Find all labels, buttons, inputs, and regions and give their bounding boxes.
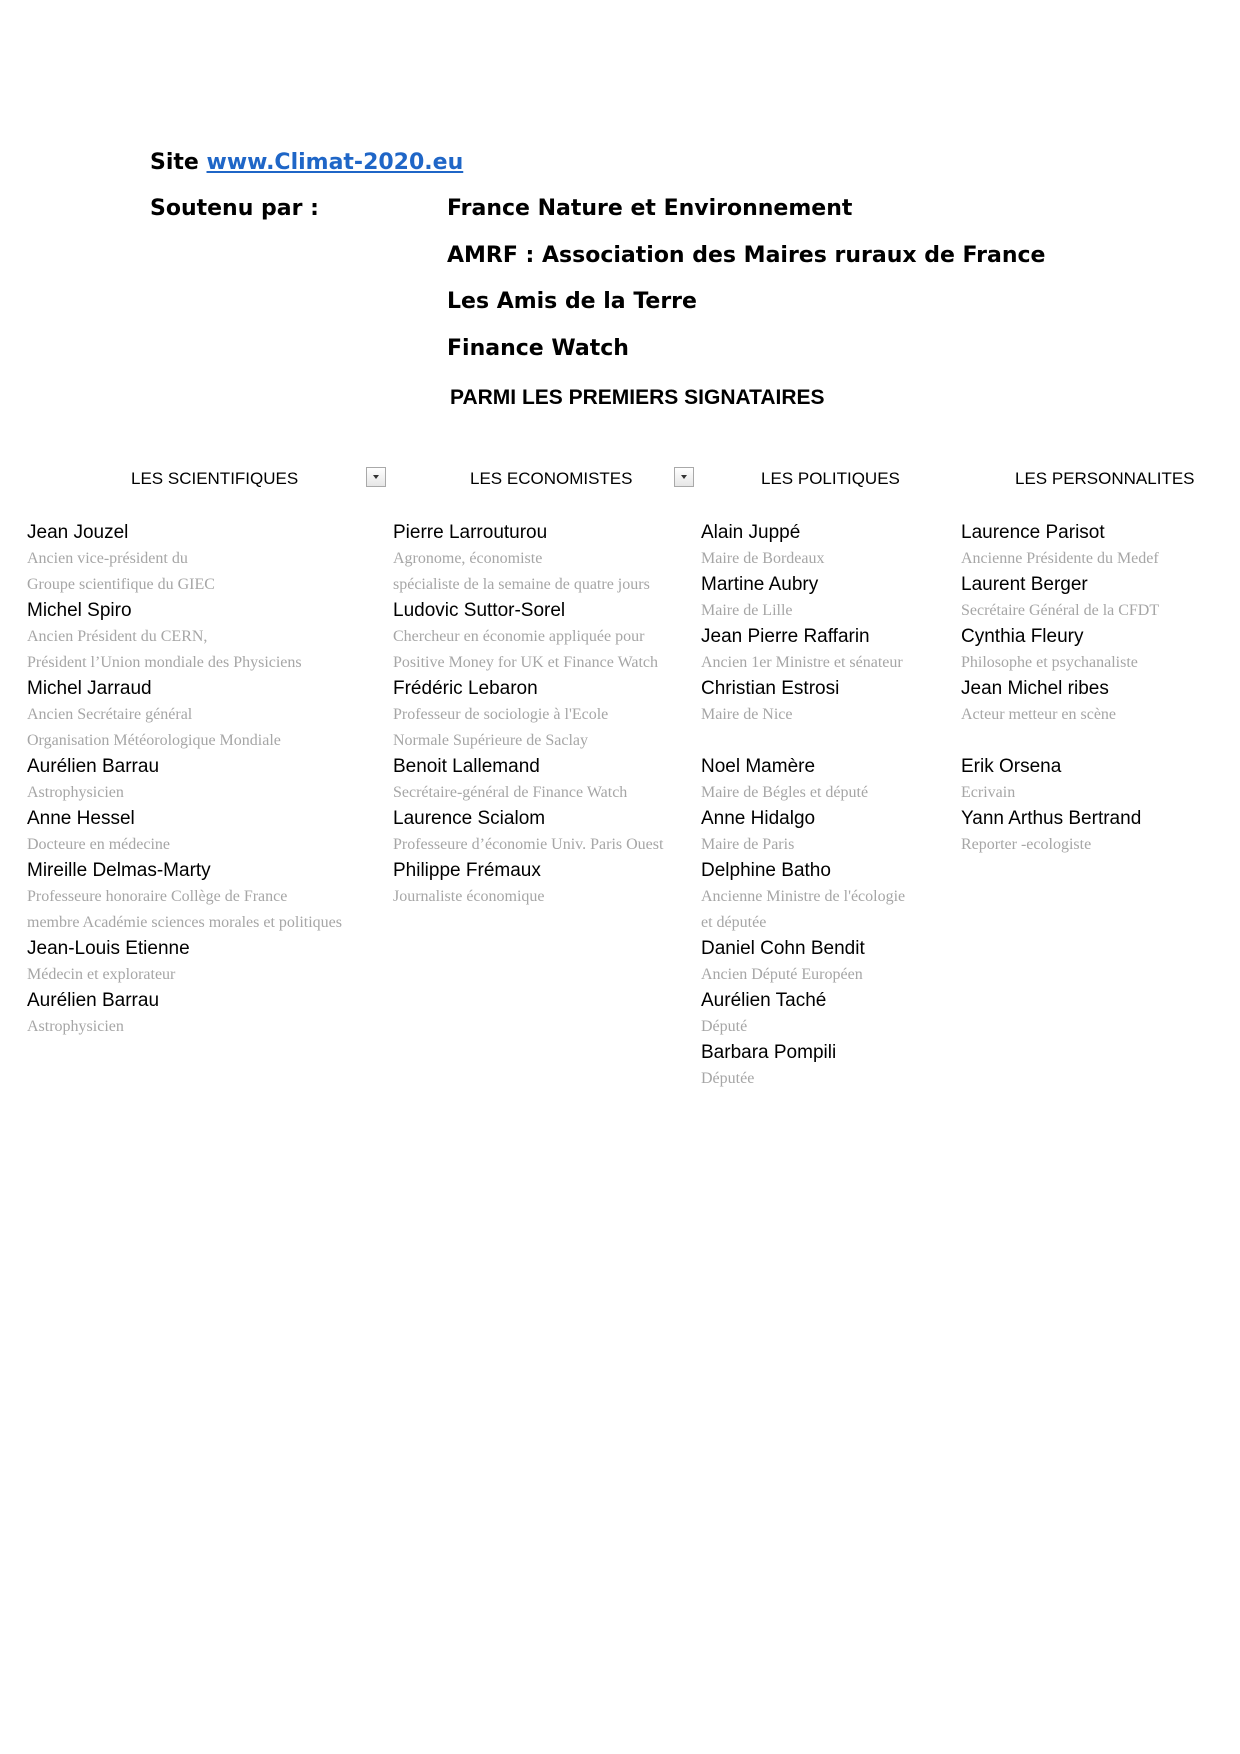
signatory-name: Alain Juppé xyxy=(701,522,801,543)
signatory-entry xyxy=(701,676,905,728)
spacer xyxy=(961,728,1159,754)
column-economistes xyxy=(393,520,663,910)
signatory-name: Noel Mamère xyxy=(701,756,816,777)
signatory-name: Jean Michel ribes xyxy=(961,678,1109,699)
signatory-entry xyxy=(27,806,342,858)
signatory-description: Ancien vice-président du xyxy=(27,550,188,567)
signatory-description: Groupe scientifique du GIEC xyxy=(27,576,215,593)
signatory-description: Professeur de sociologie à l'Ecole xyxy=(393,706,609,723)
signatory-description: Acteur metteur en scène xyxy=(961,706,1117,723)
signatory-name: Cynthia Fleury xyxy=(961,626,1084,647)
signatory-name: Michel Spiro xyxy=(27,600,132,621)
signatory-entry xyxy=(393,806,663,858)
signatory-entry xyxy=(701,858,905,936)
signatory-description: Députée xyxy=(701,1070,755,1087)
signatory-description: Journaliste économique xyxy=(393,888,545,905)
column-header-scientifiques: LES SCIENTIFIQUES xyxy=(131,469,299,488)
signatory-description: Ancien Président du CERN, xyxy=(27,628,208,645)
signatory-name: Aurélien Barrau xyxy=(27,756,160,777)
signatory-entry xyxy=(393,676,663,754)
supporter-3: Les Amis de la Terre xyxy=(447,289,697,314)
supporter-1: France Nature et Environnement xyxy=(447,196,853,221)
signatory-name: Anne Hidalgo xyxy=(701,808,816,829)
signatory-description: Ancien 1er Ministre et sénateur xyxy=(701,654,903,671)
column-header-personnalites: LES PERSONNALITES xyxy=(1015,469,1195,488)
signatory-description: Ancienne Ministre de l'écologie xyxy=(701,888,906,905)
signatory-entry xyxy=(701,988,905,1040)
signatory-entry xyxy=(27,858,342,936)
signatory-name: Pierre Larrouturou xyxy=(393,522,548,543)
signatory-name: Aurélien Barrau xyxy=(27,990,160,1011)
signatory-entry xyxy=(961,572,1159,624)
signatory-description: Astrophysicien xyxy=(27,784,124,801)
signatory-description: Député xyxy=(701,1018,748,1035)
signatory-entry xyxy=(393,598,663,676)
signatory-name: Yann Arthus Bertrand xyxy=(961,808,1142,829)
signatory-description: Docteure en médecine xyxy=(27,836,171,853)
signatory-description: Médecin et explorateur xyxy=(27,966,176,983)
signatory-name: Daniel Cohn Bendit xyxy=(701,938,865,959)
signatory-name: Ludovic Suttor-Sorel xyxy=(393,600,566,621)
signatory-entry xyxy=(27,936,342,988)
signatory-entry xyxy=(701,1040,905,1092)
column-header-politiques: LES POLITIQUES xyxy=(761,469,900,488)
supporter-2: AMRF : Association des Maires ruraux de France xyxy=(447,243,1046,268)
signatory-description: Positive Money for UK et Finance Watch xyxy=(393,654,659,671)
signatory-name: Laurence Scialom xyxy=(393,808,546,829)
signatory-description: Organisation Météorologique Mondiale xyxy=(27,732,281,749)
signatory-entry xyxy=(27,520,342,598)
signatory-entry xyxy=(961,520,1159,572)
signatory-name: Christian Estrosi xyxy=(701,678,840,699)
signatory-entry xyxy=(701,520,905,572)
signatory-name: Michel Jarraud xyxy=(27,678,152,699)
signatory-name: Barbara Pompili xyxy=(701,1042,837,1063)
signatory-entry xyxy=(27,598,342,676)
signatory-name: Anne Hessel xyxy=(27,808,135,829)
signatory-entry xyxy=(701,936,905,988)
signatory-name: Jean Pierre Raffarin xyxy=(701,626,870,647)
signatory-description: Philosophe et psychanaliste xyxy=(961,654,1138,671)
signatory-description: Professeure d’économie Univ. Paris Ouest xyxy=(393,836,664,853)
signatory-entry xyxy=(961,676,1159,728)
signatory-description: Ancien Secrétaire général xyxy=(27,706,193,723)
signatory-description: Maire de Nice xyxy=(701,706,793,723)
signatory-description: Maire de Bordeaux xyxy=(701,550,825,567)
signatory-description: Chercheur en économie appliquée pour xyxy=(393,628,645,645)
signatory-description: Secrétaire-général de Finance Watch xyxy=(393,784,628,801)
signatory-description: spécialiste de la semaine de quatre jours xyxy=(393,576,650,593)
signatory-entry xyxy=(701,572,905,624)
signatory-description: Ancienne Présidente du Medef xyxy=(961,550,1159,567)
signatory-description: Professeure honoraire Collège de France xyxy=(27,888,288,905)
signatory-description: Astrophysicien xyxy=(27,1018,124,1035)
signatory-name: Benoit Lallemand xyxy=(393,756,540,777)
signatory-entry xyxy=(961,806,1159,858)
signatory-description: Reporter -ecologiste xyxy=(961,836,1092,853)
column-scientifiques xyxy=(27,520,342,1040)
signatory-entry xyxy=(961,754,1159,806)
signatory-name: Jean-Louis Etienne xyxy=(27,938,190,959)
column-politiques xyxy=(701,520,905,1092)
signatory-description: membre Académie sciences morales et politiques xyxy=(27,914,342,931)
column-header-economistes: LES ECONOMISTES xyxy=(470,469,633,488)
signatory-entry xyxy=(393,520,663,598)
site-label: Site xyxy=(150,150,199,175)
signatory-entry xyxy=(701,806,905,858)
signatory-description: Président l’Union mondiale des Physiciens xyxy=(27,654,302,671)
signatory-description: Normale Supérieure de Saclay xyxy=(393,732,589,749)
supported-by-label: Soutenu par : xyxy=(150,196,319,221)
filter-dropdown-scientifiques[interactable] xyxy=(366,467,386,487)
signatory-name: Martine Aubry xyxy=(701,574,819,595)
signatory-name: Laurence Parisot xyxy=(961,522,1105,543)
signatory-name: Jean Jouzel xyxy=(27,522,129,543)
signatory-description: Ancien Député Européen xyxy=(701,966,863,983)
signatory-name: Frédéric Lebaron xyxy=(393,678,538,699)
signatory-entry xyxy=(393,858,663,910)
signatory-name: Philippe Frémaux xyxy=(393,860,541,881)
site-link[interactable]: www.Climat-2020.eu xyxy=(206,150,464,175)
signatory-name: Aurélien Taché xyxy=(701,990,827,1011)
signatory-name: Delphine Batho xyxy=(701,860,831,881)
signatory-description: Agronome, économiste xyxy=(393,550,543,567)
signatory-entry xyxy=(27,676,342,754)
signatory-description: Maire de Paris xyxy=(701,836,795,853)
site-line xyxy=(150,150,463,175)
signatory-description: Maire de Lille xyxy=(701,602,793,619)
signatory-entry xyxy=(27,754,342,806)
signatory-entry xyxy=(27,988,342,1040)
signatory-entry xyxy=(961,624,1159,676)
signatory-entry xyxy=(701,754,905,806)
filter-dropdown-economistes[interactable] xyxy=(674,467,694,487)
signatory-entry xyxy=(393,754,663,806)
signatory-name: Laurent Berger xyxy=(961,574,1088,595)
signatory-description: Maire de Bégles et député xyxy=(701,784,869,801)
signatory-description: Ecrivain xyxy=(961,784,1016,801)
signatory-name: Erik Orsena xyxy=(961,756,1062,777)
signatory-description: et députée xyxy=(701,914,767,931)
supporter-4: Finance Watch xyxy=(447,336,629,361)
signatory-name: Mireille Delmas-Marty xyxy=(27,860,211,881)
signatories-title: PARMI LES PREMIERS SIGNATAIRES xyxy=(450,386,825,409)
signatory-description: Secrétaire Général de la CFDT xyxy=(961,602,1160,619)
spacer xyxy=(701,728,905,754)
signatory-entry xyxy=(701,624,905,676)
column-personnalites xyxy=(961,520,1159,858)
